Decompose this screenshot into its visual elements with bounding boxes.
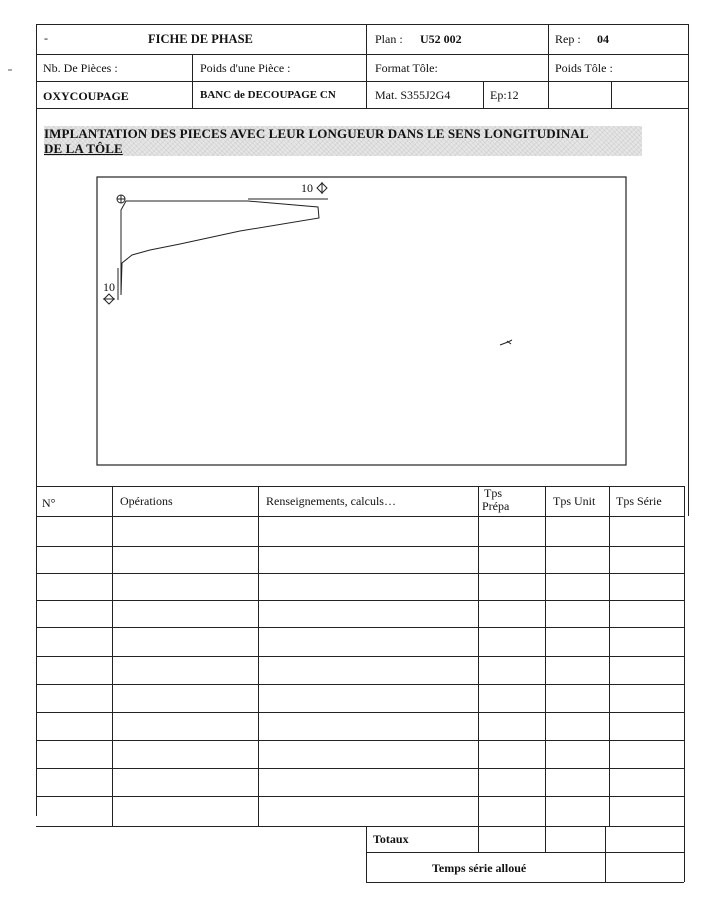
temps-serie-label: Temps série alloué [432,861,527,875]
implantation-line-1: IMPLANTATION DES PIECES AVEC LEUR LONGUEUR DANS LE SENS LONGITUDINAL [44,126,589,141]
plan-label: Plan : [375,32,403,46]
origin-marker [117,195,125,203]
col-header-renseignements: Renseignements, calculs… [266,494,396,508]
rep-label: Rep : [555,32,581,46]
rep-value: 04 [597,32,609,46]
implantation-line-2: DE LA TÔLE [44,141,123,156]
dim-left-value: 10 [103,280,115,294]
dim-top-value: 10 [301,181,313,195]
dim-top-diamond-icon [317,182,327,194]
thickness-label: Ep:12 [490,88,519,102]
page-title: FICHE DE PHASE [148,32,253,46]
col-header-tps-unit: Tps Unit [553,494,596,508]
poids-piece-label: Poids d'une Pièce : [200,61,291,75]
header-dot: - [44,31,48,45]
col-header-operations: Opérations [120,494,173,508]
format-tole-label: Format Tôle: [375,61,438,75]
plan-value: U52 002 [420,32,462,46]
totaux-label: Totaux [373,832,409,846]
pencil-mark [500,340,512,345]
poids-tole-label: Poids Tôle : [555,61,613,75]
col-header-tps-prepa: Tps Prépa [482,486,510,513]
machine-label: BANC de DECOUPAGE CN [200,89,336,101]
dim-left-diamond-icon [103,294,115,304]
material-label: Mat. S355J2G4 [375,88,451,102]
col-header-tps-serie: Tps Série [616,494,662,508]
process-label: OXYCOUPAGE [43,89,129,103]
part-contour [121,201,319,295]
nb-pieces-label: Nb. De Pièces : [43,61,118,75]
sheet-outline [97,177,626,465]
col-header-num: N° [42,496,56,510]
